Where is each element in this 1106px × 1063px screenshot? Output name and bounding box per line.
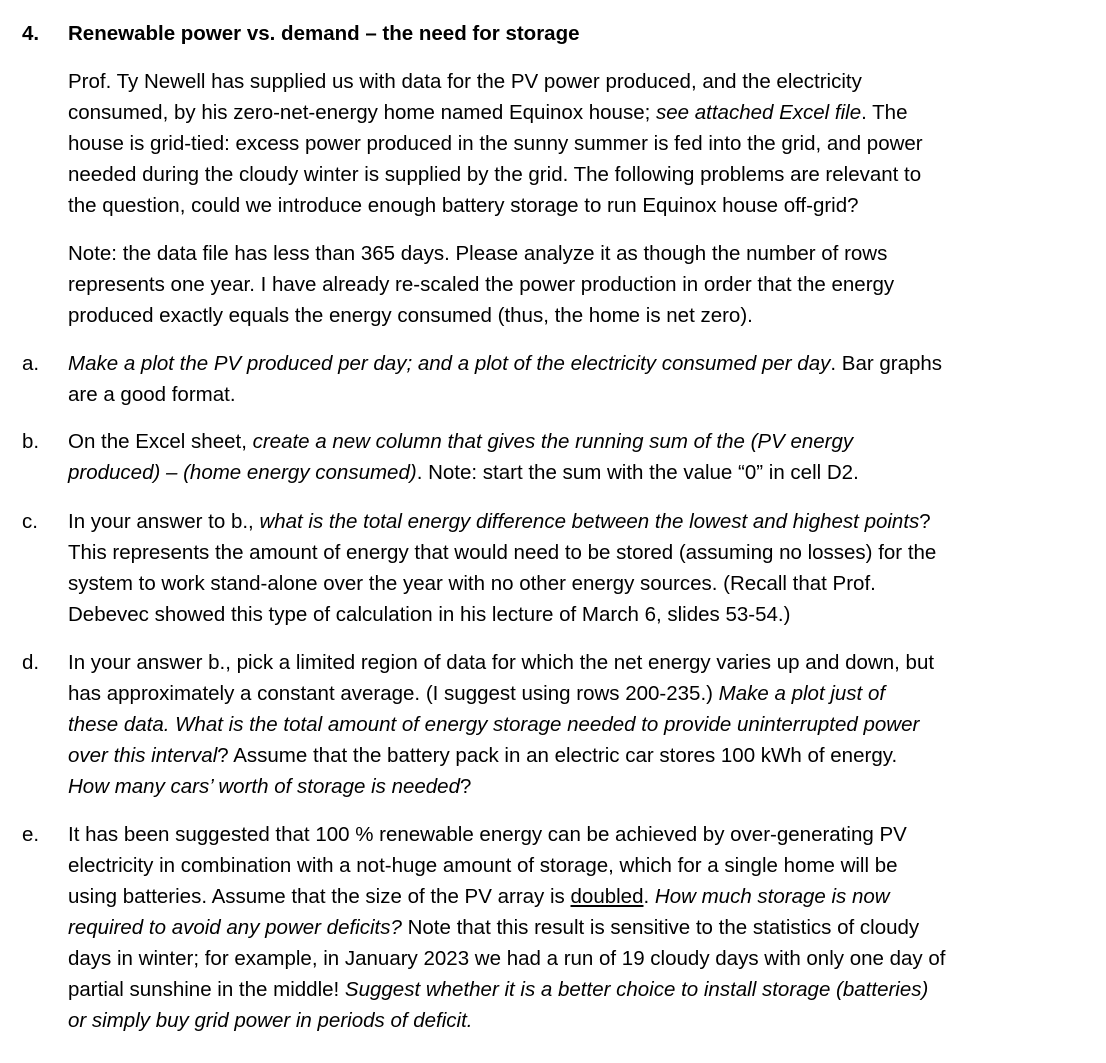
text-run: This represents the amount of energy that would need to be stored (assuming no losses) for the xyxy=(68,541,937,564)
item-b-label: b. xyxy=(22,430,40,453)
text-run: partial sunshine in the middle! xyxy=(68,978,345,1001)
text-run: produced exactly equals the energy consumed (thus, the home is net zero). xyxy=(68,304,753,327)
intro-paragraph-1 xyxy=(68,66,1078,221)
text-line xyxy=(68,568,1078,599)
text-run: electricity in combination with a not-huge amount of storage, which for a single home will be xyxy=(68,854,898,877)
text-line xyxy=(68,881,1078,912)
text-run: Debevec showed this type of calculation in his lecture of March 6, slides 53-54.) xyxy=(68,603,791,626)
text-run: the question, could we introduce enough battery storage to run Equinox house off-grid? xyxy=(68,194,859,217)
item-d-label: d. xyxy=(22,651,40,674)
text-run: On the Excel sheet, xyxy=(68,430,253,453)
italic-text: create a new column that gives the running sum of the (PV energy xyxy=(252,430,854,453)
text-line xyxy=(68,348,1078,379)
italic-text: How many cars’ worth of storage is needed xyxy=(68,775,460,798)
text-line xyxy=(68,599,1078,630)
text-run: Note: the data file has less than 365 days. Please analyze it as though the number of rows xyxy=(68,242,888,265)
text-line xyxy=(68,128,1078,159)
italic-text: or simply buy grid power in periods of deficit. xyxy=(68,1009,473,1032)
text-line xyxy=(68,819,1078,850)
text-line xyxy=(68,457,1078,488)
text-line xyxy=(68,97,1078,128)
text-line xyxy=(68,379,1078,410)
text-line xyxy=(68,647,1078,678)
text-line xyxy=(68,850,1078,881)
text-line xyxy=(68,506,1078,537)
item-e-text xyxy=(68,819,1078,1036)
text-line xyxy=(68,771,1078,802)
text-line xyxy=(68,740,1078,771)
item-a-label: a. xyxy=(22,352,40,375)
item-c-label: c. xyxy=(22,510,38,533)
text-run: ? xyxy=(459,775,472,798)
italic-text: these data. What is the total amount of energy storage needed to provide uninterrupted power xyxy=(68,713,920,736)
text-line xyxy=(68,300,1078,331)
text-run: days in winter; for example, in January 2023 we had a run of 19 cloudy days with only one day of xyxy=(68,947,946,970)
text-run: using batteries. Assume that the size of the PV array is xyxy=(68,885,571,908)
text-run: . Note: start the sum with the value “0” in cell D2. xyxy=(416,461,859,484)
text-line xyxy=(68,678,1078,709)
text-run: . Bar graphs xyxy=(830,352,943,375)
italic-text: Make a plot the PV produced per day; and a plot of the electricity consumed per day xyxy=(68,352,831,375)
italic-text: required to avoid any power deficits? xyxy=(68,916,402,939)
italic-text: produced) – (home energy consumed) xyxy=(68,461,417,484)
text-line xyxy=(68,190,1078,221)
text-line xyxy=(68,709,1078,740)
item-c-text xyxy=(68,506,1078,630)
item-b-text xyxy=(68,426,1078,488)
text-run: system to work stand-alone over the year with no other energy sources. (Recall that Prof. xyxy=(68,572,876,595)
text-line xyxy=(68,66,1078,97)
text-run: represents one year. I have already re-scaled the power production in order that the energy xyxy=(68,273,895,296)
italic-text: over this interval xyxy=(68,744,218,767)
item-d-text xyxy=(68,647,1078,802)
text-line xyxy=(68,269,1078,300)
text-run: Prof. Ty Newell has supplied us with data for the PV power produced, and the electricity xyxy=(68,70,862,93)
text-line xyxy=(68,943,1078,974)
text-line xyxy=(68,159,1078,190)
italic-text: what is the total energy difference between the lowest and highest points xyxy=(259,510,920,533)
italic-text: see attached Excel file xyxy=(656,101,862,124)
text-line xyxy=(68,1005,1078,1036)
italic-text: Make a plot just of xyxy=(718,682,886,705)
text-run: It has been suggested that 100 % renewable energy can be achieved by over-generating PV xyxy=(68,823,907,846)
section-number: 4. xyxy=(22,22,40,45)
text-line xyxy=(68,537,1078,568)
text-run: Note that this result is sensitive to the statistics of cloudy xyxy=(401,916,920,939)
intro-paragraph-2 xyxy=(68,238,1078,331)
text-run: . xyxy=(643,885,655,908)
underlined-text: doubled xyxy=(570,885,644,908)
text-run: In your answer b., pick a limited region of data for which the net energy varies up and down, but xyxy=(68,651,935,674)
text-line xyxy=(68,426,1078,457)
item-e-label: e. xyxy=(22,823,40,846)
text-line xyxy=(68,238,1078,269)
text-run: has approximately a constant average. (I suggest using rows 200-235.) xyxy=(68,682,719,705)
section-title: Renewable power vs. demand – the need for storage xyxy=(68,22,580,45)
italic-text: Suggest whether it is a better choice to install storage (batteries) xyxy=(344,978,929,1001)
text-run: . The xyxy=(861,101,908,124)
text-run: ? xyxy=(919,510,931,533)
text-run: needed during the cloudy winter is supplied by the grid. The following problems are relevant to xyxy=(68,163,922,186)
item-a-text xyxy=(68,348,1078,410)
text-run: In your answer to b., xyxy=(68,510,260,533)
text-line xyxy=(68,974,1078,1005)
text-run: are a good format. xyxy=(68,383,236,406)
text-run: house is grid-tied: excess power produced in the sunny summer is fed into the grid, and power xyxy=(68,132,923,155)
text-run: consumed, by his zero-net-energy home named Equinox house; xyxy=(68,101,657,124)
italic-text: How much storage is now xyxy=(654,885,890,908)
text-line xyxy=(68,912,1078,943)
text-run: ? Assume that the battery pack in an electric car stores 100 kWh of energy. xyxy=(217,744,898,767)
